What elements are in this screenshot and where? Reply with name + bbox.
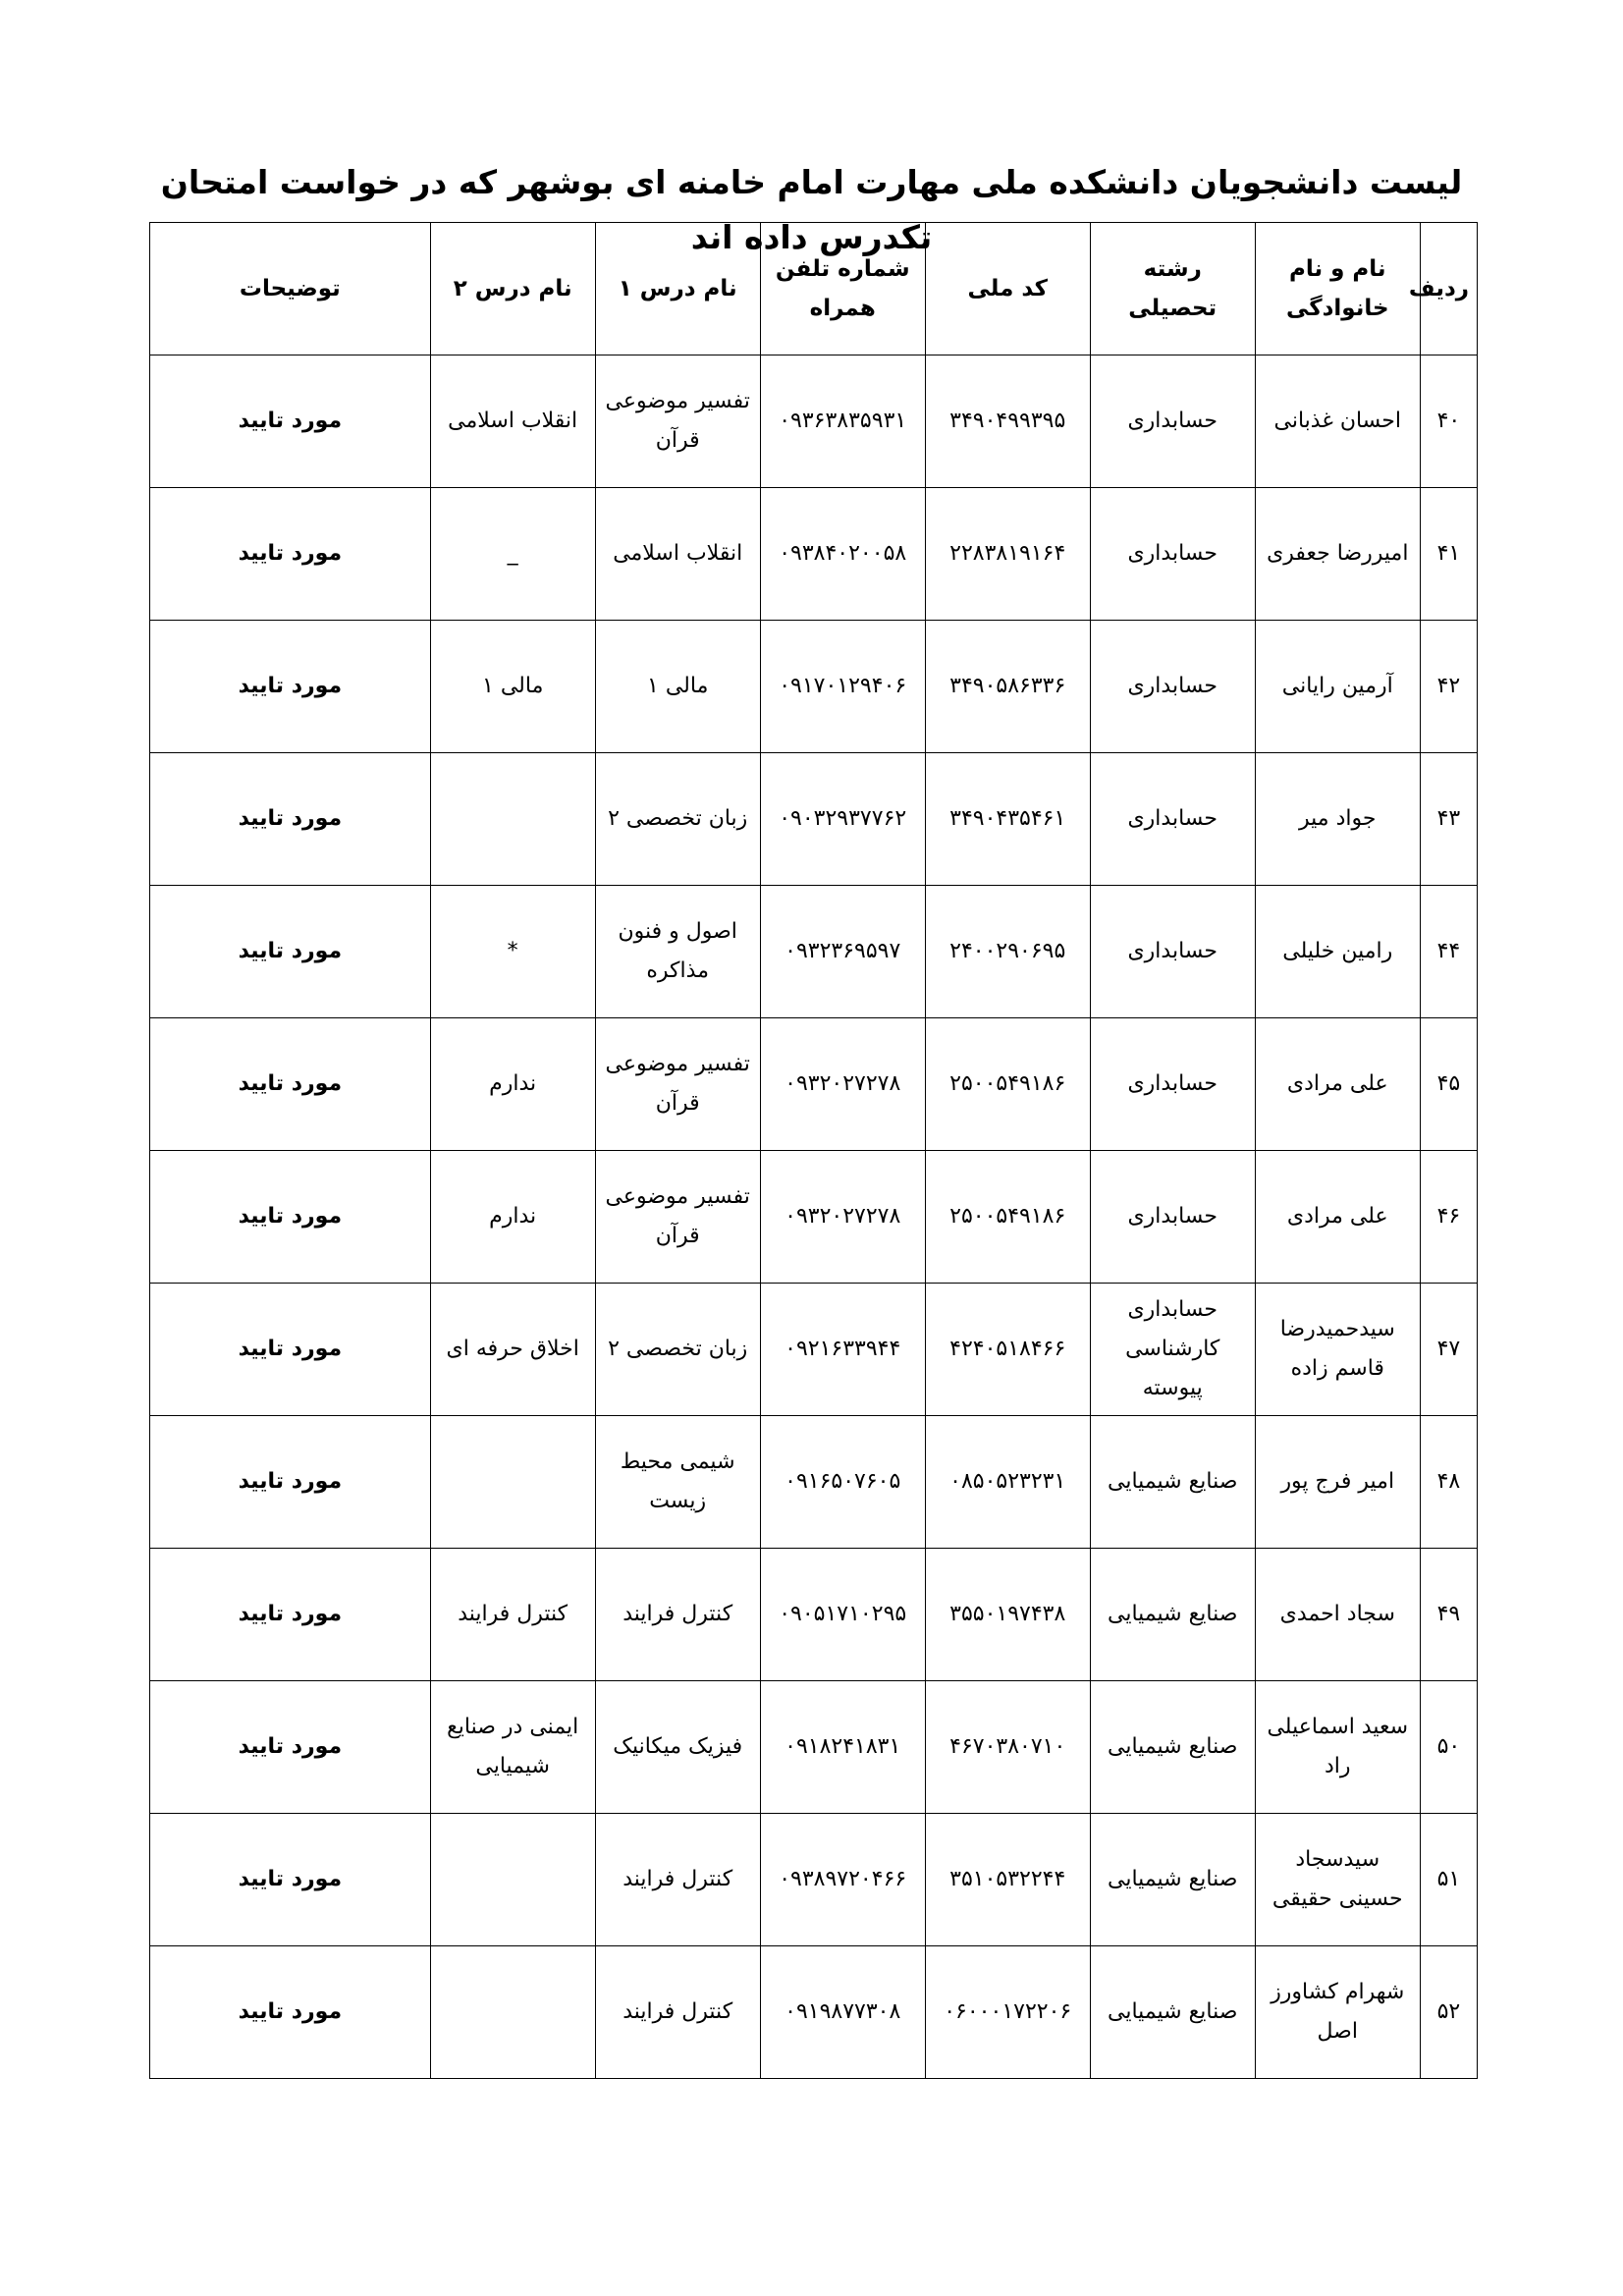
cell-major: حسابداری xyxy=(1090,753,1255,886)
table-row xyxy=(150,886,1478,1018)
cell-national-code-value: ۳۵۱۰۵۳۲۲۴۴ xyxy=(949,1867,1066,1891)
cell-name: احسان غذبانی xyxy=(1255,355,1420,488)
cell-name: شهرام کشاورز اصل xyxy=(1255,1946,1420,2079)
header-national-code: کد ملی xyxy=(925,223,1090,355)
cell-phone xyxy=(760,1681,925,1814)
cell-course-1: شیمی محیط زیست xyxy=(595,1416,760,1549)
cell-notes: مورد تایید xyxy=(150,1946,431,2079)
cell-phone xyxy=(760,488,925,621)
cell-notes: مورد تایید xyxy=(150,1416,431,1549)
cell-name: سعید اسماعیلی راد xyxy=(1255,1681,1420,1814)
cell-name: سیدحمیدرضا قاسم زاده xyxy=(1255,1284,1420,1416)
cell-national-code xyxy=(925,1681,1090,1814)
cell-course-1: زبان تخصصی ۲ xyxy=(595,753,760,886)
cell-major: صنایع شیمیایی xyxy=(1090,1814,1255,1946)
header-course-1: نام درس ۱ xyxy=(595,223,760,355)
cell-course-2: ندارم xyxy=(430,1018,595,1151)
header-major: رشته تحصیلی xyxy=(1090,223,1255,355)
table-row xyxy=(150,1681,1478,1814)
cell-national-code-value: ۴۲۴۰۵۱۸۴۶۶ xyxy=(949,1337,1066,1361)
cell-name: امیررضا جعفری xyxy=(1255,488,1420,621)
cell-name: علی مرادی xyxy=(1255,1018,1420,1151)
cell-phone-value: ۰۹۲۱۶۳۳۹۴۴ xyxy=(784,1337,901,1361)
cell-phone-value: ۰۹۰۳۲۹۳۷۷۶۲ xyxy=(779,806,907,831)
cell-row-number: ۴۵ xyxy=(1420,1018,1477,1151)
cell-row-number: ۴۱ xyxy=(1420,488,1477,621)
cell-major: صنایع شیمیایی xyxy=(1090,1416,1255,1549)
cell-national-code xyxy=(925,488,1090,621)
cell-phone xyxy=(760,621,925,753)
cell-national-code-value: ۲۴۰۰۲۹۰۶۹۵ xyxy=(949,939,1066,963)
cell-national-code xyxy=(925,621,1090,753)
cell-phone xyxy=(760,1416,925,1549)
cell-notes: مورد تایید xyxy=(150,1151,431,1284)
cell-course-1: کنترل فرایند xyxy=(595,1946,760,2079)
cell-phone xyxy=(760,355,925,488)
header-phone: شماره تلفن همراه xyxy=(760,223,925,355)
table-row xyxy=(150,1416,1478,1549)
cell-national-code xyxy=(925,1549,1090,1681)
table-row xyxy=(150,488,1478,621)
cell-row-number: ۵۱ xyxy=(1420,1814,1477,1946)
cell-major: صنایع شیمیایی xyxy=(1090,1946,1255,2079)
cell-notes: مورد تایید xyxy=(150,488,431,621)
cell-phone-value: ۰۹۱۸۲۴۱۸۳۱ xyxy=(784,1734,901,1759)
cell-row-number: ۵۰ xyxy=(1420,1681,1477,1814)
cell-course-2: مالی ۱ xyxy=(430,621,595,753)
cell-major: حسابداری xyxy=(1090,488,1255,621)
cell-course-2 xyxy=(430,1416,595,1549)
cell-row-number: ۴۶ xyxy=(1420,1151,1477,1284)
cell-phone-value: ۰۹۳۲۰۲۷۲۷۸ xyxy=(784,1071,901,1096)
cell-row-number: ۴۰ xyxy=(1420,355,1477,488)
cell-major: حسابداری کارشناسی پیوسته xyxy=(1090,1284,1255,1416)
cell-phone xyxy=(760,1946,925,2079)
table-body xyxy=(150,355,1478,2079)
cell-national-code-value: ۳۴۹۰۴۹۹۳۹۵ xyxy=(949,409,1066,433)
page-title: لیست دانشجویان دانشکده ملی مهارت امام خامنه ای بوشهر که در خواست امتحان تکدرس داده اند xyxy=(160,163,1463,256)
cell-course-1: مالی ۱ xyxy=(595,621,760,753)
cell-name: امیر فرج پور xyxy=(1255,1416,1420,1549)
cell-course-1: فیزیک میکانیک xyxy=(595,1681,760,1814)
cell-phone-value: ۰۹۳۸۴۰۲۰۰۵۸ xyxy=(779,541,907,566)
cell-course-1: تفسیر موضوعی قرآن xyxy=(595,1151,760,1284)
cell-course-1: انقلاب اسلامی xyxy=(595,488,760,621)
cell-name: آرمین رایانی xyxy=(1255,621,1420,753)
cell-national-code xyxy=(925,355,1090,488)
table-row xyxy=(150,1151,1478,1284)
table-row xyxy=(150,1018,1478,1151)
cell-row-number: ۴۴ xyxy=(1420,886,1477,1018)
cell-national-code-value: ۲۲۸۳۸۱۹۱۶۴ xyxy=(949,541,1066,566)
cell-major: صنایع شیمیایی xyxy=(1090,1549,1255,1681)
cell-major: صنایع شیمیایی xyxy=(1090,1681,1255,1814)
cell-national-code xyxy=(925,1151,1090,1284)
cell-course-1: کنترل فرایند xyxy=(595,1814,760,1946)
cell-phone-value: ۰۹۳۸۹۷۲۰۴۶۶ xyxy=(779,1867,907,1891)
cell-notes: مورد تایید xyxy=(150,1018,431,1151)
cell-phone xyxy=(760,1151,925,1284)
cell-course-1: کنترل فرایند xyxy=(595,1549,760,1681)
cell-national-code-value: ۰۸۵۰۵۲۳۲۳۱ xyxy=(949,1469,1066,1494)
cell-name: جواد میر xyxy=(1255,753,1420,886)
cell-course-2: ایمنی در صنایع شیمیایی xyxy=(430,1681,595,1814)
cell-national-code-value: ۳۴۹۰۴۳۵۴۶۱ xyxy=(949,806,1066,831)
cell-major: حسابداری xyxy=(1090,1018,1255,1151)
cell-major: حسابداری xyxy=(1090,355,1255,488)
cell-name: علی مرادی xyxy=(1255,1151,1420,1284)
cell-course-2: ندارم xyxy=(430,1151,595,1284)
header-notes: توضیحات xyxy=(150,223,431,355)
header-course-2: نام درس ۲ xyxy=(430,223,595,355)
cell-phone xyxy=(760,1549,925,1681)
cell-name: سیدسجاد حسینی حقیقی xyxy=(1255,1814,1420,1946)
cell-notes: مورد تایید xyxy=(150,1284,431,1416)
cell-course-2 xyxy=(430,1946,595,2079)
table-row xyxy=(150,621,1478,753)
table-row xyxy=(150,1284,1478,1416)
cell-row-number: ۴۲ xyxy=(1420,621,1477,753)
cell-phone-value: ۰۹۳۲۰۲۷۲۷۸ xyxy=(784,1204,901,1229)
cell-notes: مورد تایید xyxy=(150,621,431,753)
cell-national-code xyxy=(925,753,1090,886)
cell-national-code-value: ۰۶۰۰۰۱۷۲۲۰۶ xyxy=(944,1999,1072,2024)
cell-phone-value: ۰۹۳۲۳۶۹۵۹۷ xyxy=(784,939,901,963)
cell-national-code xyxy=(925,1284,1090,1416)
cell-notes: مورد تایید xyxy=(150,1681,431,1814)
cell-national-code xyxy=(925,886,1090,1018)
cell-course-2: کنترل فرایند xyxy=(430,1549,595,1681)
cell-phone-value: ۰۹۳۶۳۸۳۵۹۳۱ xyxy=(779,409,907,433)
cell-course-1: تفسیر موضوعی قرآن xyxy=(595,355,760,488)
table-row xyxy=(150,1814,1478,1946)
cell-phone-value: ۰۹۱۹۸۷۷۳۰۸ xyxy=(784,1999,901,2024)
cell-row-number: ۴۳ xyxy=(1420,753,1477,886)
cell-name: رامین خلیلی xyxy=(1255,886,1420,1018)
cell-row-number: ۴۸ xyxy=(1420,1416,1477,1549)
cell-national-code xyxy=(925,1946,1090,2079)
student-table xyxy=(149,222,1478,2079)
cell-major: حسابداری xyxy=(1090,886,1255,1018)
cell-phone-value: ۰۹۰۵۱۷۱۰۲۹۵ xyxy=(779,1602,907,1626)
cell-major: حسابداری xyxy=(1090,621,1255,753)
cell-national-code-value: ۲۵۰۰۵۴۹۱۸۶ xyxy=(949,1204,1066,1229)
cell-course-2: * xyxy=(430,886,595,1018)
cell-national-code-value: ۳۴۹۰۵۸۶۳۳۶ xyxy=(949,674,1066,698)
cell-major: حسابداری xyxy=(1090,1151,1255,1284)
cell-national-code xyxy=(925,1018,1090,1151)
cell-phone xyxy=(760,753,925,886)
cell-course-1: زبان تخصصی ۲ xyxy=(595,1284,760,1416)
cell-course-2 xyxy=(430,1814,595,1946)
cell-row-number: ۴۹ xyxy=(1420,1549,1477,1681)
cell-course-2: _ xyxy=(430,488,595,621)
cell-national-code xyxy=(925,1416,1090,1549)
cell-course-1: تفسیر موضوعی قرآن xyxy=(595,1018,760,1151)
cell-national-code-value: ۲۵۰۰۵۴۹۱۸۶ xyxy=(949,1071,1066,1096)
cell-course-2 xyxy=(430,753,595,886)
cell-notes: مورد تایید xyxy=(150,1549,431,1681)
cell-phone xyxy=(760,1018,925,1151)
cell-phone xyxy=(760,886,925,1018)
cell-phone-value: ۰۹۱۶۵۰۷۶۰۵ xyxy=(784,1469,901,1494)
cell-name: سجاد احمدی xyxy=(1255,1549,1420,1681)
cell-notes: مورد تایید xyxy=(150,753,431,886)
header-name: نام و نام خانوادگی xyxy=(1255,223,1420,355)
cell-phone xyxy=(760,1814,925,1946)
cell-notes: مورد تایید xyxy=(150,1814,431,1946)
cell-national-code xyxy=(925,1814,1090,1946)
header-row-number: ردیف xyxy=(1420,223,1477,355)
cell-notes: مورد تایید xyxy=(150,355,431,488)
table-row xyxy=(150,1946,1478,2079)
cell-row-number: ۵۲ xyxy=(1420,1946,1477,2079)
cell-course-2: انقلاب اسلامی xyxy=(430,355,595,488)
cell-course-2: اخلاق حرفه ای xyxy=(430,1284,595,1416)
cell-phone-value: ۰۹۱۷۰۱۲۹۴۰۶ xyxy=(779,674,907,698)
table-row xyxy=(150,753,1478,886)
cell-national-code-value: ۴۶۷۰۳۸۰۷۱۰ xyxy=(949,1734,1066,1759)
cell-notes: مورد تایید xyxy=(150,886,431,1018)
cell-national-code-value: ۳۵۵۰۱۹۷۴۳۸ xyxy=(949,1602,1066,1626)
cell-course-1: اصول و فنون مذاکره xyxy=(595,886,760,1018)
table-row xyxy=(150,1549,1478,1681)
table-row xyxy=(150,355,1478,488)
cell-phone xyxy=(760,1284,925,1416)
cell-row-number: ۴۷ xyxy=(1420,1284,1477,1416)
table-header-row xyxy=(150,223,1478,355)
